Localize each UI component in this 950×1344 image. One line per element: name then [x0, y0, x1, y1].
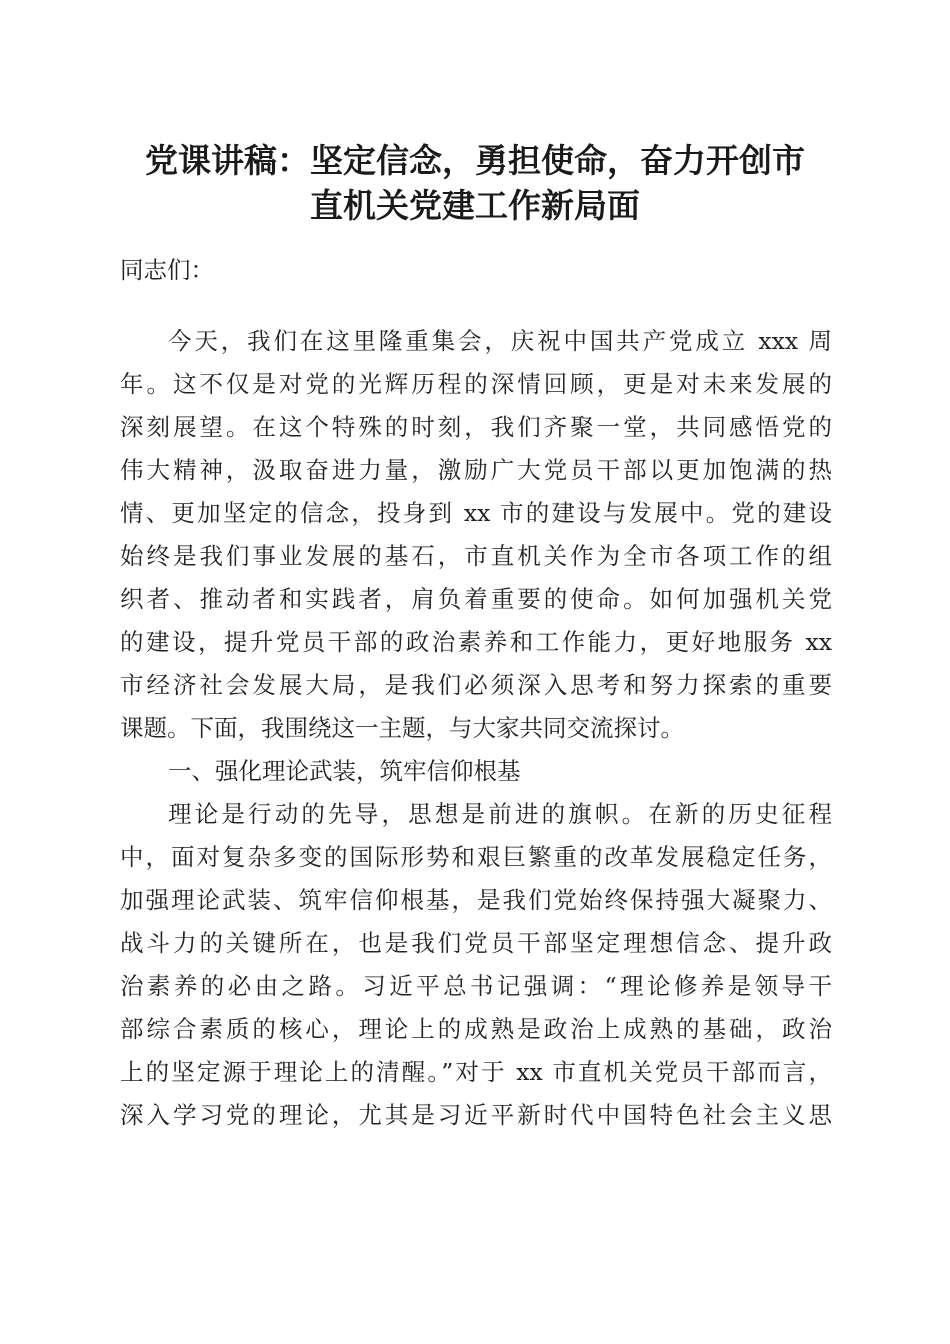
paragraph-line: 上的坚定源于理论上的清醒。”对于 xx 市直机关党员干部而言， — [120, 1058, 832, 1086]
paragraph-line: 的建设，提升党员干部的政治素养和工作能力，更好地服务 xx — [120, 628, 832, 656]
paragraph-line: 市经济社会发展大局，是我们必须深入思考和努力探索的重要 — [120, 671, 832, 699]
paragraph-line: 伟大精神，汲取奋进力量，激励广大党员干部以更加饱满的热 — [120, 456, 832, 484]
paragraph-line: 始终是我们事业发展的基石，市直机关作为全市各项工作的组 — [120, 542, 832, 570]
title-line: 党课讲稿：坚定信念，勇担使命，奋力开创市 — [145, 141, 805, 180]
paragraph-line: 加强理论武装、筑牢信仰根基，是我们党始终保持强大凝聚力、 — [120, 886, 832, 914]
paragraph-line: 部综合素质的核心，理论上的成熟是政治上成熟的基础，政治 — [120, 1015, 832, 1043]
paragraph-line: 课题。下面，我围绕这一主题，与大家共同交流探讨。 — [120, 714, 684, 742]
document-title — [100, 138, 850, 228]
paragraph-line: 情、更加坚定的信念，投身到 xx 市的建设与发展中。党的建设 — [120, 499, 832, 527]
paragraph-line: 深入学习党的理论，尤其是习近平新时代中国特色社会主义思 — [120, 1101, 832, 1129]
salutation: 同志们： — [120, 256, 214, 284]
paragraph-line: 织者、推动者和实践者，肩负着重要的使命。如何加强机关党 — [120, 585, 832, 613]
paragraph-line: 理论是行动的先导，思想是前进的旗帜。在新的历史征程 — [168, 800, 832, 828]
paragraph-line: 中，面对复杂多变的国际形势和艰巨繁重的改革发展稳定任务， — [120, 843, 832, 871]
paragraph-line: 战斗力的关键所在，也是我们党员干部坚定理想信念、提升政 — [120, 929, 832, 957]
paragraph-line: 年。这不仅是对党的光辉历程的深情回顾，更是对未来发展的 — [120, 370, 832, 398]
paragraph-line: 深刻展望。在这个特殊的时刻，我们齐聚一堂，共同感悟党的 — [120, 413, 832, 441]
paragraph-line: 治素养的必由之路。习近平总书记强调：“理论修养是领导干 — [120, 972, 832, 1000]
title-line: 直机关党建工作新局面 — [310, 186, 640, 225]
section-heading: 一、强化理论武装，筑牢信仰根基 — [168, 757, 521, 785]
paragraph-line: 今天，我们在这里隆重集会，庆祝中国共产党成立 xxx 周 — [168, 327, 832, 355]
